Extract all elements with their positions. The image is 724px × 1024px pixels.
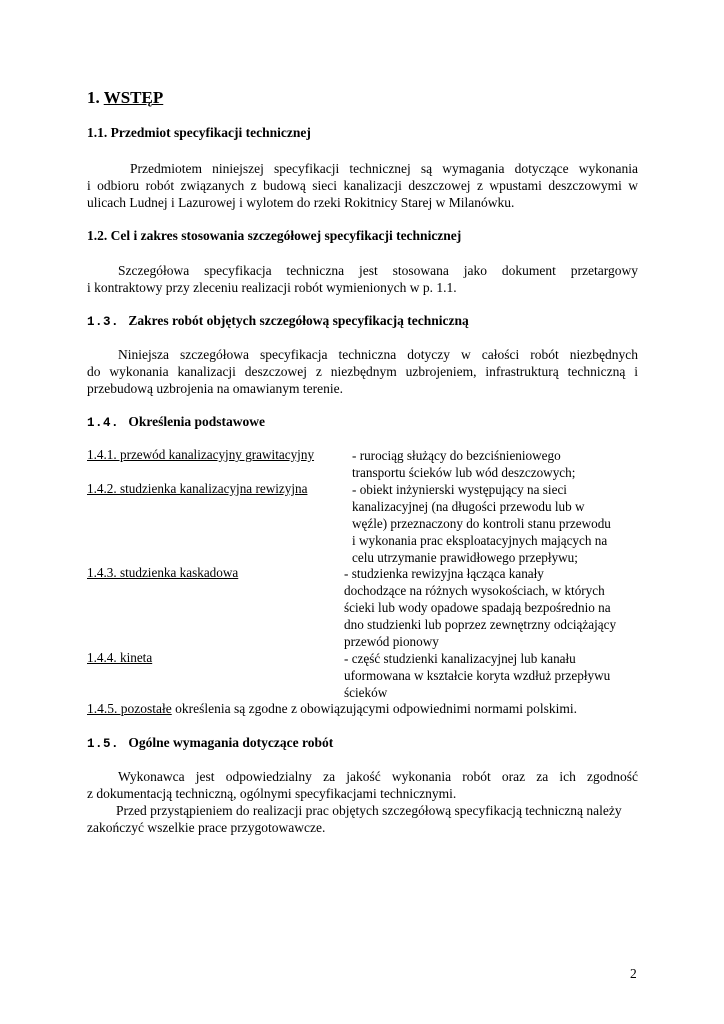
section-1-4-title: 1.4. Określenia podstawowe [87, 414, 266, 430]
definition-text: - obiekt inżynierski występujący na sieci kanalizacyjnej (na długości przewodu lub w węźle) przeznaczony do kontroli stanu przewodu i wykonania prac eksploatacyjnych mających na celu utrzymanie prawidłowego przepływu; [352, 482, 611, 565]
chapter-title: WSTĘP [103, 88, 164, 107]
definition-term: 1.4.2. studzienka kanalizacyjna rewizyjna [87, 481, 308, 496]
section-1-5-paragraph: Wykonawca jest odpowiedzialny za jakość wykonania robót oraz za ich zgodność z dokumentacją techniczną, ogólnymi specyfikacjami technicznymi. Przed przystąpieniem do realizacji prac objętych szczegółową specyfikacją techniczną należy zakończyć wszelkie prace przygotowawcze. [87, 769, 638, 835]
section-1-2-title: 1.2. Cel i zakres stosowania szczegółowej specyfikacji technicznej [87, 228, 462, 243]
definition-final [87, 701, 577, 717]
chapter-number: 1. [87, 88, 100, 107]
definition-term: 1.4.1. przewód kanalizacyjny grawitacyjny [87, 447, 315, 462]
definition-text: określenia są zgodne z obowiązującymi odpowiednimi normami polskimi. [171, 701, 578, 716]
chapter-heading [87, 88, 163, 108]
section-1-1-title: 1.1. Przedmiot specyfikacji technicznej [87, 125, 311, 140]
section-1-2-paragraph: Szczegółowa specyfikacja techniczna jest stosowana jako dokument przetargowy i kontraktowy przy zleceniu realizacji robót wymienionych w p. 1.1. [87, 263, 638, 295]
definition-text: - część studzienki kanalizacyjnej lub kanału uformowana w kształcie koryta wzdłuż przepływu ścieków [344, 651, 611, 700]
section-1-5-title: 1.5. Ogólne wymagania dotyczące robót [87, 735, 334, 751]
section-1-3-title: 1.3. Zakres robót objętych szczegółową specyfikacją techniczną [87, 313, 469, 329]
definition-text: - studzienka rewizyjna łącząca kanały dochodzące na różnych wysokościach, w których ścieki lub wody opadowe spadają bezpośrednio na dno studzienki lub poprzez zewnętrzny odciążający przewód pionowy [344, 566, 617, 649]
definition-term: 1.4.4. kineta [87, 650, 153, 665]
definition-term: 1.4.5. pozostałe [87, 701, 172, 716]
definition-text: - rurociąg służący do bezciśnieniowego transportu ścieków lub wód deszczowych; [352, 448, 576, 480]
definition-term: 1.4.3. studzienka kaskadowa [87, 565, 239, 580]
page-number: 2 [630, 966, 637, 981]
section-1-1-paragraph: Przedmiotem niniejszej specyfikacji technicznej są wymagania dotyczące wykonania i odbioru robót związanych z budową sieci kanalizacji deszczowej z wpustami deszczowymi w ulicach Ludnej i Lazurowej i wylotem do rzeki Rokitnicy Starej w Milanówku. [87, 161, 638, 210]
section-1-3-paragraph: Niniejsza szczegółowa specyfikacja techniczna dotyczy w całości robót niezbędnych do wykonania kanalizacji deszczowej z niezbędnym uzbrojeniem, infrastrukturą techniczną i przebudową uzbrojenia na omawianym terenie. [87, 347, 638, 396]
